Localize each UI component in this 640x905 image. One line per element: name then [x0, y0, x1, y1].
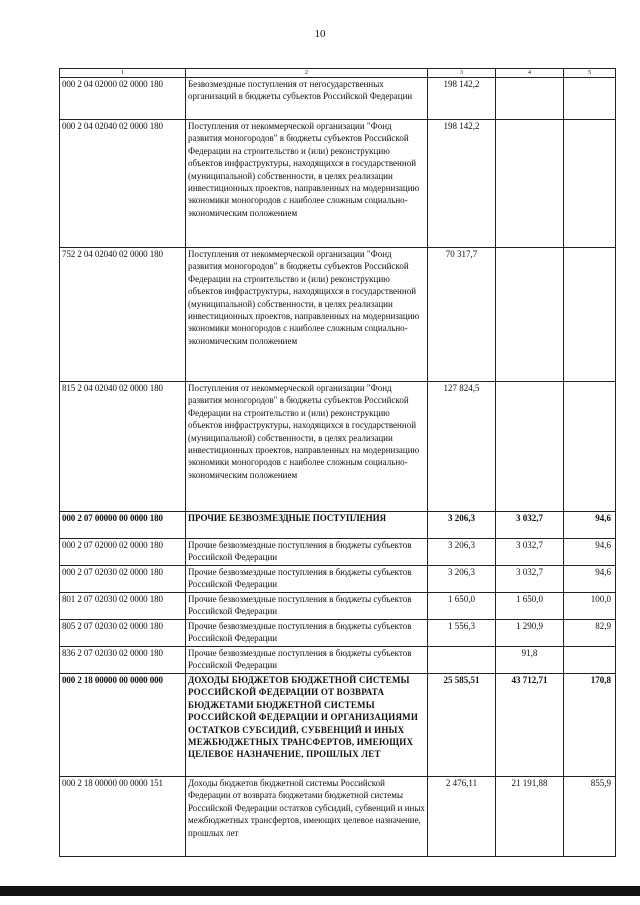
row-value-5: 94,6 [564, 512, 616, 539]
row-code: 805 2 07 02030 02 0000 180 [60, 620, 186, 647]
table-row [60, 539, 616, 566]
table-row [60, 647, 616, 674]
row-value-3 [428, 647, 496, 674]
row-value-4: 21 191,88 [496, 777, 564, 857]
row-value-3: 3 206,3 [428, 512, 496, 539]
table-row [60, 512, 616, 539]
table-row [60, 248, 616, 382]
row-value-3: 2 476,11 [428, 777, 496, 857]
row-name: Поступления от некоммерческой организации "Фонд развития моногородов" в бюджеты субъектов Российской Федерации на строительство и (или) реконструкцию объектов инфраструктуры, находящихся в государственной (муниципальной) собственности, в целях реализации инвестиционных проектов, направленных на модернизацию экономики моногородов с наиболее сложным социально-экономическим положением [186, 382, 428, 512]
row-code: 000 2 18 00000 00 0000 000 [60, 674, 186, 777]
row-name: Поступления от некоммерческой организации "Фонд развития моногородов" в бюджеты субъектов Российской Федерации на строительство и (или) реконструкцию объектов инфраструктуры, находящихся в государственной (муниципальной) собственности, в целях реализации инвестиционных проектов, направленных на модернизацию экономики моногородов с наиболее сложным социально-экономическим положением [186, 248, 428, 382]
row-value-3: 3 206,3 [428, 539, 496, 566]
page-number: 10 [314, 28, 326, 40]
row-value-4: 3 032,7 [496, 539, 564, 566]
row-name: Безвозмездные поступления от негосударственных организаций в бюджеты субъектов Российской Федерации [186, 78, 428, 120]
row-value-5: 170,8 [564, 674, 616, 777]
row-value-3: 3 206,3 [428, 566, 496, 593]
row-code: 000 2 07 00000 00 0000 180 [60, 512, 186, 539]
row-value-5: 94,6 [564, 566, 616, 593]
table-row [60, 78, 616, 120]
row-value-3: 198 142,2 [428, 120, 496, 248]
table-row [60, 620, 616, 647]
row-value-4: 1 290,9 [496, 620, 564, 647]
table-row [60, 674, 616, 777]
row-value-4: 43 712,71 [496, 674, 564, 777]
row-value-4 [496, 120, 564, 248]
row-name: ДОХОДЫ БЮДЖЕТОВ БЮДЖЕТНОЙ СИСТЕМЫ РОССИЙСКОЙ ФЕДЕРАЦИИ ОТ ВОЗВРАТА БЮДЖЕТАМИ БЮДЖЕТНОЙ СИСТЕМЫ РОССИЙСКОЙ ФЕДЕРАЦИИ И ОРГАНИЗАЦИЯМИ ОСТАТКОВ СУБСИДИЙ, СУБВЕНЦИЙ И ИНЫХ МЕЖБЮДЖЕТНЫХ ТРАНСФЕРТОВ, ИМЕЮЩИХ ЦЕЛЕВОЕ НАЗНАЧЕНИЕ, ПРОШЛЫХ ЛЕТ [186, 674, 428, 777]
row-value-3: 1 650,0 [428, 593, 496, 620]
row-value-3: 127 824,5 [428, 382, 496, 512]
row-code: 752 2 04 02040 02 0000 180 [60, 248, 186, 382]
row-name: Прочие безвозмездные поступления в бюджеты субъектов Российской Федерации [186, 566, 428, 593]
row-value-5 [564, 647, 616, 674]
row-value-3: 1 556,3 [428, 620, 496, 647]
table-header-row [60, 69, 616, 78]
table-row [60, 120, 616, 248]
row-code: 000 2 18 00000 00 0000 151 [60, 777, 186, 857]
row-value-5 [564, 78, 616, 120]
row-value-4: 3 032,7 [496, 566, 564, 593]
row-code: 836 2 07 02030 02 0000 180 [60, 647, 186, 674]
row-value-4: 1 650,0 [496, 593, 564, 620]
header-col-5: 5 [564, 69, 616, 78]
row-name: Прочие безвозмездные поступления в бюджеты субъектов Российской Федерации [186, 647, 428, 674]
row-value-4 [496, 78, 564, 120]
row-code: 815 2 04 02040 02 0000 180 [60, 382, 186, 512]
row-name: Прочие безвозмездные поступления в бюджеты субъектов Российской Федерации [186, 620, 428, 647]
row-value-5 [564, 120, 616, 248]
header-col-4: 4 [496, 69, 564, 78]
table-row [60, 777, 616, 857]
header-col-2: 2 [186, 69, 428, 78]
row-code: 000 2 07 02000 02 0000 180 [60, 539, 186, 566]
header-col-3: 3 [428, 69, 496, 78]
row-name: Прочие безвозмездные поступления в бюджеты субъектов Российской Федерации [186, 539, 428, 566]
row-value-4: 3 032,7 [496, 512, 564, 539]
row-name: ПРОЧИЕ БЕЗВОЗМЕЗДНЫЕ ПОСТУПЛЕНИЯ [186, 512, 428, 539]
row-name: Прочие безвозмездные поступления в бюджеты субъектов Российской Федерации [186, 593, 428, 620]
table-row [60, 593, 616, 620]
row-name: Доходы бюджетов бюджетной системы Российской Федерации от возврата бюджетами бюджетной системы Российской Федерации остатков субсидий, субвенций и иных межбюджетных трансфертов, имеющих целевое назначение, прошлых лет [186, 777, 428, 857]
row-value-5: 855,9 [564, 777, 616, 857]
row-value-3: 25 585,51 [428, 674, 496, 777]
row-value-4: 91,8 [496, 647, 564, 674]
row-value-3: 198 142,2 [428, 78, 496, 120]
row-code: 000 2 04 02000 02 0000 180 [60, 78, 186, 120]
budget-table [59, 68, 616, 857]
row-name: Поступления от некоммерческой организации "Фонд развития моногородов" в бюджеты субъектов Российской Федерации на строительство и (или) реконструкцию объектов инфраструктуры, находящихся в государственной (муниципальной) собственности, в целях реализации инвестиционных проектов, направленных на модернизацию экономики моногородов с наиболее сложным социально-экономическим положением [186, 120, 428, 248]
row-code: 000 2 07 02030 02 0000 180 [60, 566, 186, 593]
scan-edge-bar [0, 886, 640, 896]
header-col-1: 1 [60, 69, 186, 78]
row-value-5 [564, 382, 616, 512]
row-value-4 [496, 248, 564, 382]
row-value-5: 94,6 [564, 539, 616, 566]
row-value-5 [564, 248, 616, 382]
row-value-5: 82,9 [564, 620, 616, 647]
row-code: 000 2 04 02040 02 0000 180 [60, 120, 186, 248]
row-value-5: 100,0 [564, 593, 616, 620]
row-value-4 [496, 382, 564, 512]
row-code: 801 2 07 02030 02 0000 180 [60, 593, 186, 620]
table-row [60, 566, 616, 593]
row-value-3: 70 317,7 [428, 248, 496, 382]
table-row [60, 382, 616, 512]
